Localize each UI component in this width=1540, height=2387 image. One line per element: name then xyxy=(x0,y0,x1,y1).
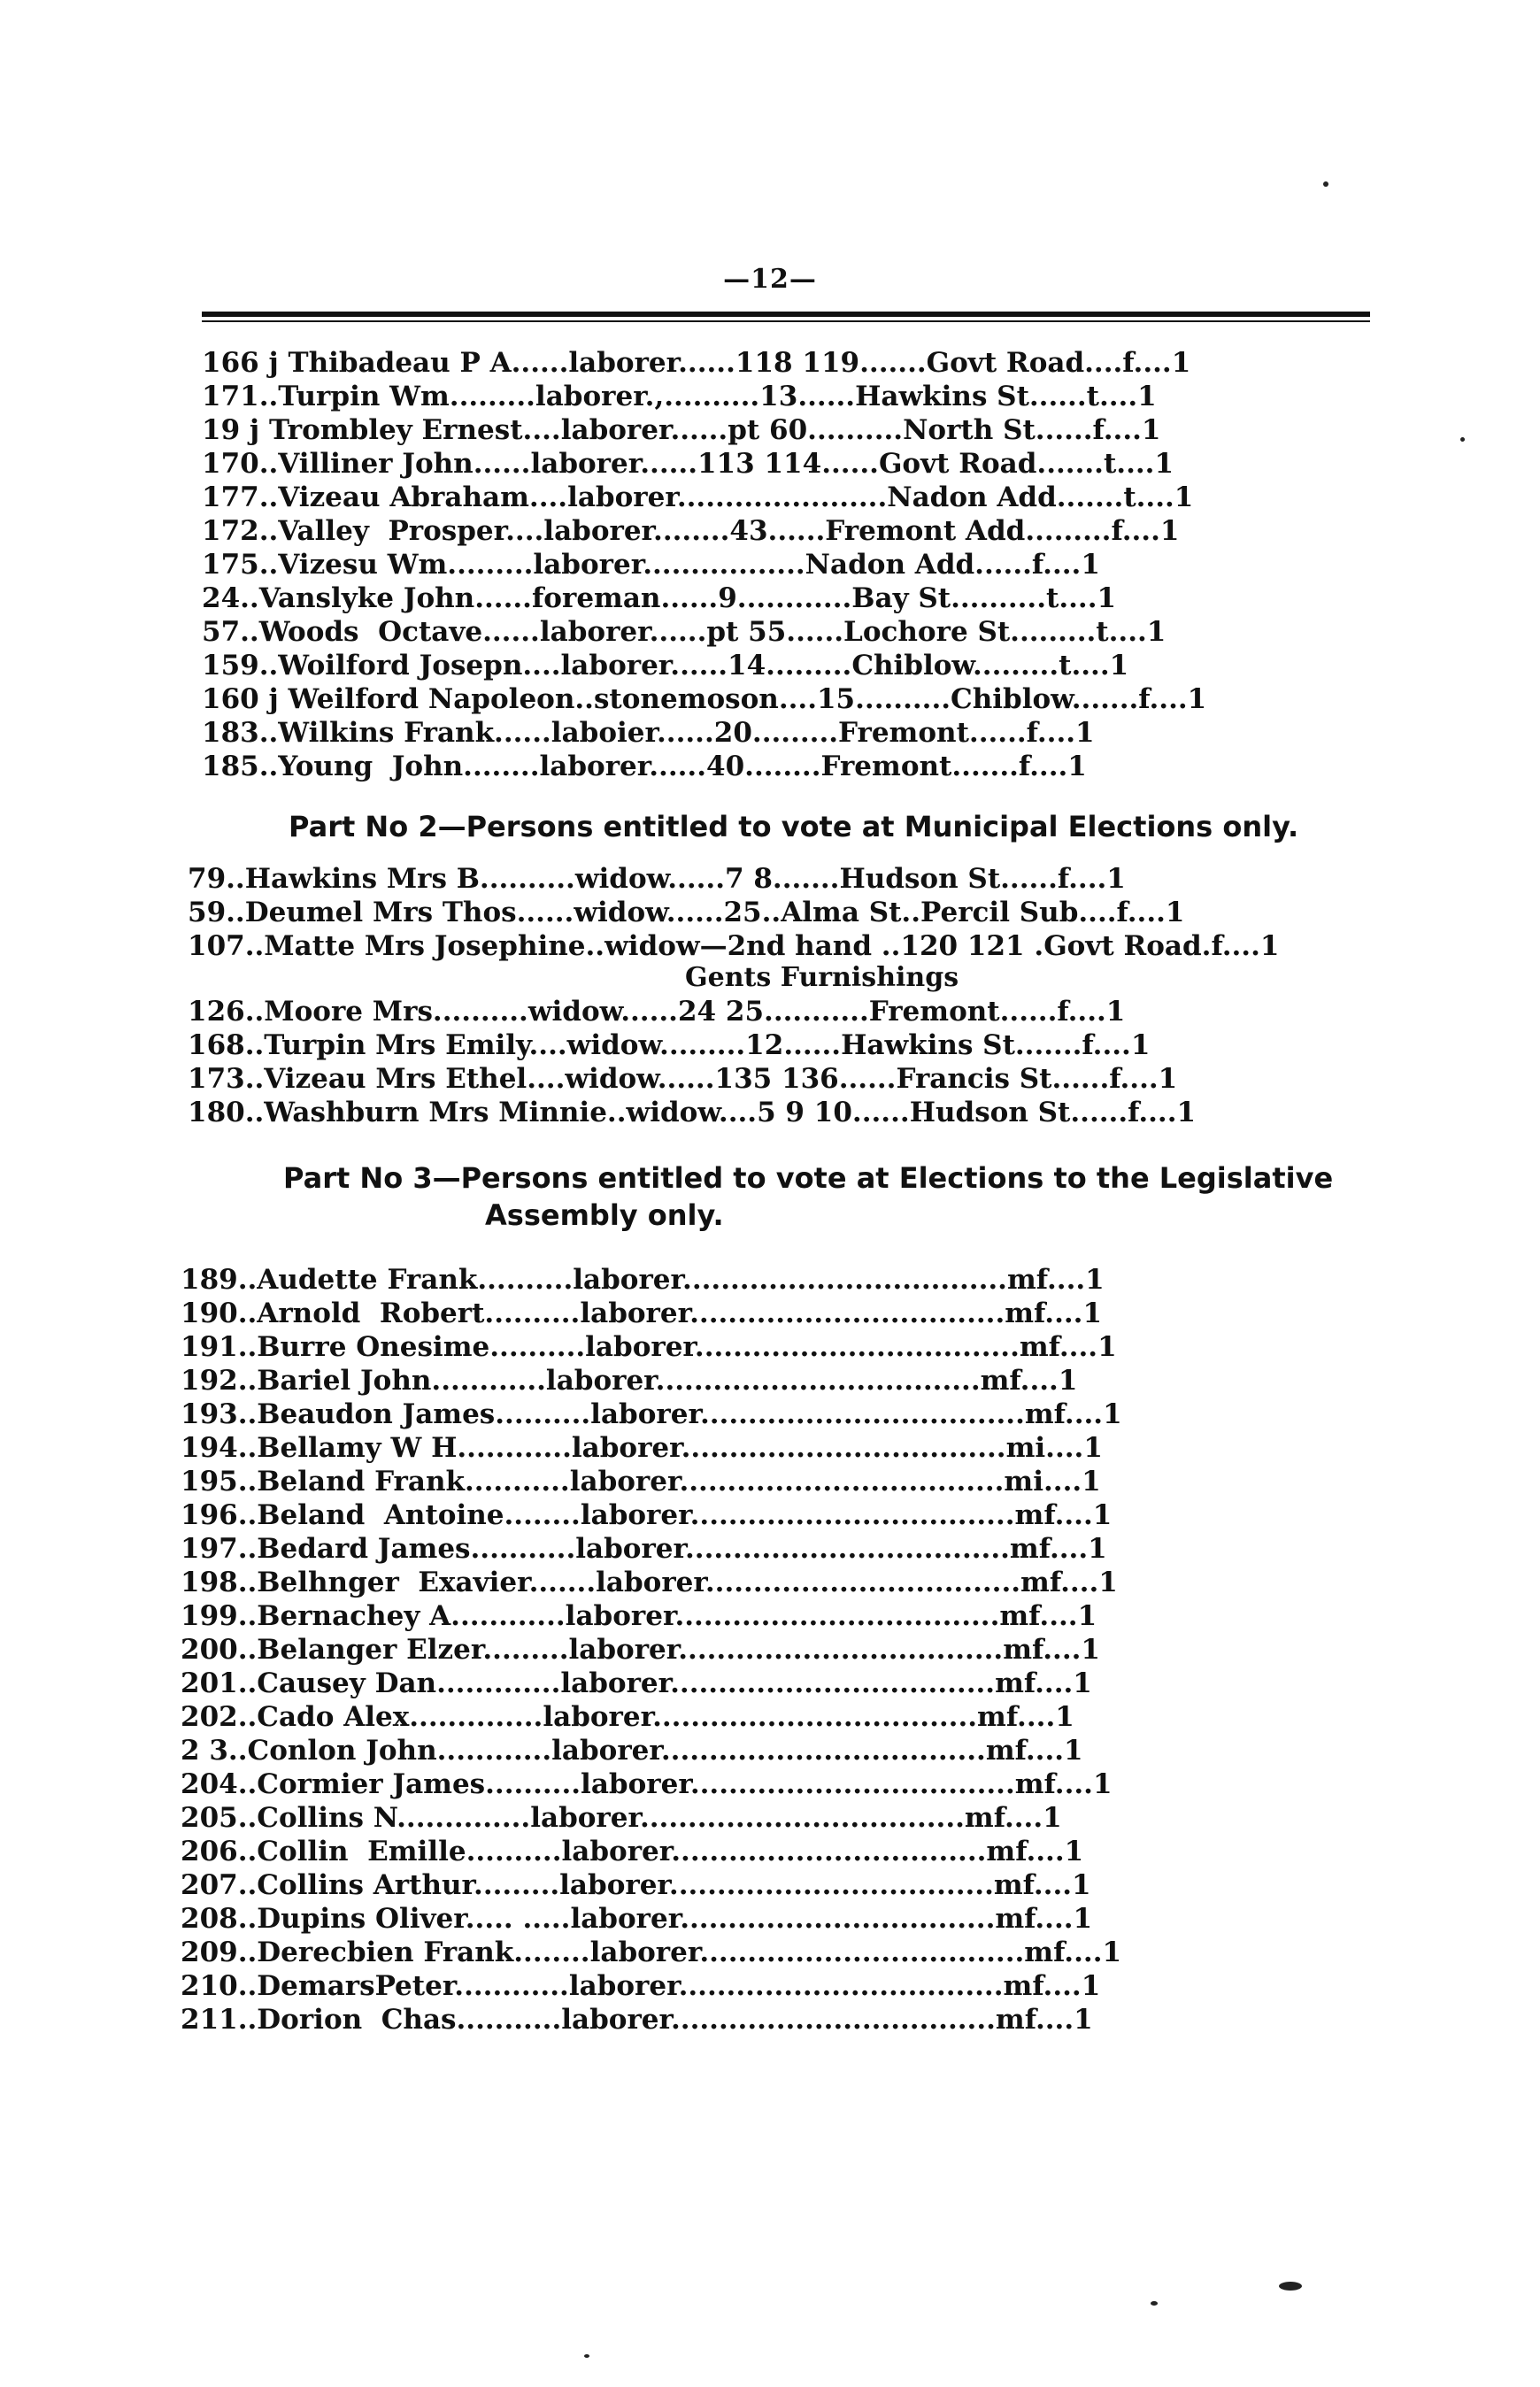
list-item: 191..Burre Onesime..........laborer..................................mf....1 xyxy=(181,1331,1117,1363)
list-item: 189..Audette Frank..........laborer..................................mf....1 xyxy=(181,1264,1105,1296)
header-rule-thin xyxy=(202,320,1370,322)
scan-speck xyxy=(1279,2282,1302,2291)
list-item: 209..Derecbien Frank........laborer..................................mf....1 xyxy=(181,1937,1122,1968)
list-item: 177..Vizeau Abraham....laborer......................Nadon Add.......t....1 xyxy=(202,481,1194,513)
list-item: 204..Cormier James..........laborer..................................mf....1 xyxy=(181,1768,1113,1800)
part2-heading: Part No 2—Persons entitled to vote at Municipal Elections only. xyxy=(289,810,1299,843)
list-item: 193..Beaudon James..........laborer..................................mf....1 xyxy=(181,1398,1122,1430)
scan-speck xyxy=(1460,437,1465,442)
list-item-continuation: Gents Furnishings xyxy=(685,962,959,993)
list-item: 207..Collins Arthur.........laborer..................................mf....1 xyxy=(181,1869,1091,1901)
list-item: 201..Causey Dan.............laborer..................................mf....1 xyxy=(181,1667,1092,1699)
list-item: 107..Matte Mrs Josephine..widow—2nd hand ..120 121 .Govt Road.f....1 xyxy=(188,930,1280,962)
list-item: 185..Young John........laborer......40........Fremont.......f....1 xyxy=(202,751,1087,782)
list-item: 126..Moore Mrs..........widow......24 25...........Fremont......f....1 xyxy=(188,996,1126,1028)
list-item: 166 j Thibadeau P A......laborer......118 119.......Govt Road....f....1 xyxy=(202,347,1191,379)
list-item: 200..Belanger Elzer.........laborer..................................mf....1 xyxy=(181,1634,1100,1666)
list-item: 192..Bariel John............laborer..................................mf....1 xyxy=(181,1365,1078,1397)
header-rule xyxy=(202,312,1370,317)
list-item: 79..Hawkins Mrs B..........widow......7 8.......Hudson St......f....1 xyxy=(188,863,1126,895)
list-item: 172..Valley Prosper....laborer........43......Fremont Add.........f....1 xyxy=(202,515,1180,547)
list-item: 205..Collins N..............laborer..................................mf....1 xyxy=(181,1802,1062,1834)
list-item: 173..Vizeau Mrs Ethel....widow......135 136......Francis St......f....1 xyxy=(188,1063,1178,1095)
list-item: 208..Dupins Oliver..... .....laborer.................................mf....1 xyxy=(181,1903,1093,1935)
list-item: 180..Washburn Mrs Minnie..widow....5 9 10......Hudson St......f....1 xyxy=(188,1097,1197,1128)
list-item: 198..Belhnger Exavier.......laborer.................................mf....1 xyxy=(181,1567,1118,1598)
part3-heading: Part No 3—Persons entitled to vote at Elections to the Legislative xyxy=(283,1161,1334,1195)
list-item: 202..Cado Alex..............laborer..................................mf....1 xyxy=(181,1701,1074,1733)
list-item: 196..Beland Antoine........laborer..................................mf....1 xyxy=(181,1499,1113,1531)
list-item: 168..Turpin Mrs Emily....widow.........12......Hawkins St.......f....1 xyxy=(188,1029,1151,1061)
list-item: 175..Vizesu Wm.........laborer.................Nadon Add......f....1 xyxy=(202,549,1100,581)
list-item: 199..Bernachey A............laborer..................................mf....1 xyxy=(181,1600,1097,1632)
list-item: 171..Turpin Wm.........laborer.,..........13......Hawkins St......t....1 xyxy=(202,381,1157,412)
list-item: 194..Bellamy W H............laborer..................................mi....1 xyxy=(181,1432,1103,1464)
part3-heading-continuation: Assembly only. xyxy=(485,1198,724,1232)
list-item: 183..Wilkins Frank......laboier......20.........Fremont......f....1 xyxy=(202,717,1095,749)
list-item: 159..Woilford Josepn....laborer......14.........Chiblow.........t....1 xyxy=(202,650,1129,681)
list-item: 195..Beland Frank...........laborer..................................mi....1 xyxy=(181,1466,1101,1498)
list-item: 57..Woods Octave......laborer......pt 55......Lochore St.........t....1 xyxy=(202,616,1167,648)
list-item: 24..Vanslyke John......foreman......9............Bay St..........t....1 xyxy=(202,582,1117,614)
list-item: 170..Villiner John......laborer......113 114......Govt Road.......t....1 xyxy=(202,448,1174,480)
list-item: 59..Deumel Mrs Thos......widow......25..Alma St..Percil Sub....f....1 xyxy=(188,897,1185,928)
list-item: 190..Arnold Robert..........laborer.................................mf....1 xyxy=(181,1297,1103,1329)
list-item: 206..Collin Emille..........laborer.................................mf....1 xyxy=(181,1836,1084,1867)
scan-speck xyxy=(1151,2301,1158,2306)
list-item: 211..Dorion Chas...........laborer..................................mf....1 xyxy=(181,2004,1093,2036)
page-number: —12— xyxy=(723,264,817,295)
scan-speck xyxy=(1323,181,1328,187)
list-item: 160 j Weilford Napoleon..stonemoson....15..........Chiblow.......f....1 xyxy=(202,683,1207,715)
list-item: 210..DemarsPeter............laborer..................................mf....1 xyxy=(181,1970,1101,2002)
list-item: 197..Bedard James...........laborer..................................mf....1 xyxy=(181,1533,1107,1565)
list-item: 2 3..Conlon John............laborer..................................mf....1 xyxy=(181,1735,1083,1767)
scan-speck xyxy=(584,2354,589,2358)
list-item: 19 j Trombley Ernest....laborer......pt 60..........North St......f....1 xyxy=(202,414,1161,446)
